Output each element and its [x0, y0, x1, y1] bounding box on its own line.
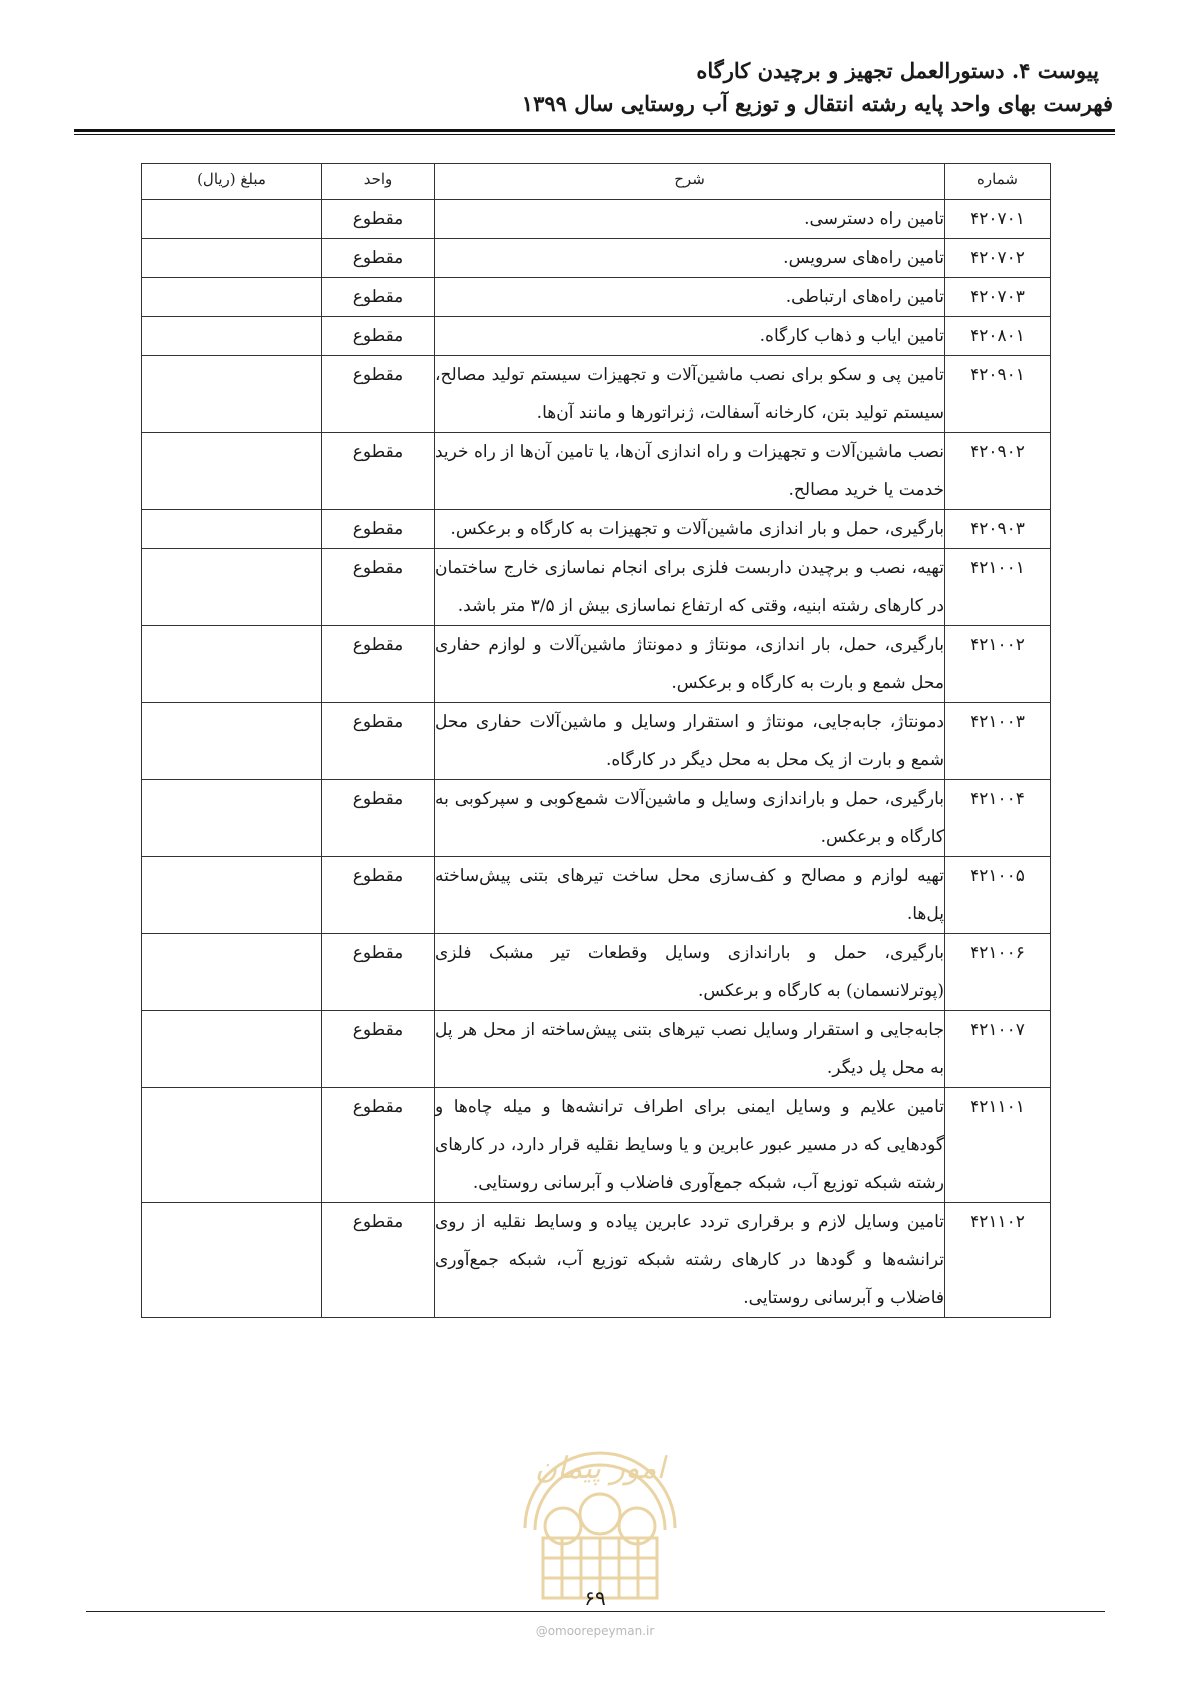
table-body	[142, 200, 1051, 1318]
column-header-amount: مبلغ (ریال)	[142, 164, 322, 200]
item-description: تامین راه دسترسی.	[435, 200, 945, 239]
item-amount	[142, 626, 322, 703]
item-amount	[142, 278, 322, 317]
item-amount	[142, 356, 322, 433]
item-unit: مقطوع	[322, 200, 435, 239]
item-description: جابه‌جایی و استقرار وسایل نصب تیرهای بتنی پیش‌ساخته از محل هر پل به محل پل دیگر.	[435, 1011, 945, 1088]
item-number: ۴۲۰۷۰۲	[945, 239, 1051, 278]
item-amount	[142, 200, 322, 239]
item-number: ۴۲۱۰۰۷	[945, 1011, 1051, 1088]
watermark-text: امور پیمان	[535, 1451, 665, 1486]
table-row	[142, 934, 1051, 1011]
item-unit: مقطوع	[322, 857, 435, 934]
page-number: ۶۹	[584, 1586, 606, 1610]
table-row	[142, 857, 1051, 934]
table-row	[142, 780, 1051, 857]
item-unit: مقطوع	[322, 278, 435, 317]
item-number: ۴۲۱۰۰۴	[945, 780, 1051, 857]
item-amount	[142, 780, 322, 857]
item-amount	[142, 433, 322, 510]
item-amount	[142, 1203, 322, 1318]
table-row	[142, 1203, 1051, 1318]
item-description: بارگیری، حمل و باراندازی وسایل و ماشین‌آلات شمع‌کوبی و سپرکوبی به کارگاه و برعکس.	[435, 780, 945, 857]
item-amount	[142, 317, 322, 356]
item-amount	[142, 1088, 322, 1203]
item-description: بارگیری، حمل و باراندازی وسایل وقطعات تیر مشبک فلزی (پوترلانسمان) به کارگاه و برعکس.	[435, 934, 945, 1011]
item-description: نصب ماشین‌آلات و تجهیزات و راه اندازی آن‌ها، یا تامین آن‌ها از راه خرید خدمت یا خرید مصالح.	[435, 433, 945, 510]
table-row	[142, 1011, 1051, 1088]
item-description: تهیه، نصب و برچیدن داربست فلزی برای انجام نماسازی خارج ساختمان در کارهای رشته ابنیه، وقتی که ارتفاع نماسازی بیش از ۳/۵ متر باشد.	[435, 549, 945, 626]
item-description: دمونتاژ، جابه‌جایی، مونتاژ و استقرار وسایل و ماشین‌آلات حفاری محل شمع و بارت از یک محل به محل دیگر در کارگاه.	[435, 703, 945, 780]
item-description: تامین وسایل لازم و برقراری تردد عابرین پیاده و وسایط نقلیه از روی ترانشه‌ها و گودها در کارهای رشته شبکه توزیع آب، شبکه جمع‌آوری فاضلاب و آبرسانی روستایی.	[435, 1203, 945, 1318]
item-unit: مقطوع	[322, 1203, 435, 1318]
item-number: ۴۲۱۰۰۲	[945, 626, 1051, 703]
column-header-description: شرح	[435, 164, 945, 200]
item-number: ۴۲۰۹۰۲	[945, 433, 1051, 510]
item-number: ۴۲۰۷۰۱	[945, 200, 1051, 239]
table-row	[142, 549, 1051, 626]
item-unit: مقطوع	[322, 1011, 435, 1088]
price-list-title: فهرست بهای واحد پایه رشته انتقال و توزیع آب روستایی سال ۱۳۹۹	[521, 91, 1113, 116]
item-unit: مقطوع	[322, 433, 435, 510]
item-number: ۴۲۱۱۰۱	[945, 1088, 1051, 1203]
table-row	[142, 278, 1051, 317]
table-row	[142, 510, 1051, 549]
item-description: تامین راه‌های ارتباطی.	[435, 278, 945, 317]
website-url: @omoorepeyman.ir	[535, 1624, 655, 1638]
table-row	[142, 356, 1051, 433]
item-unit: مقطوع	[322, 934, 435, 1011]
item-amount	[142, 239, 322, 278]
item-amount	[142, 857, 322, 934]
item-unit: مقطوع	[322, 626, 435, 703]
table-header-row	[142, 164, 1051, 200]
item-number: ۴۲۱۰۰۳	[945, 703, 1051, 780]
item-number: ۴۲۰۷۰۳	[945, 278, 1051, 317]
item-unit: مقطوع	[322, 356, 435, 433]
table-row	[142, 626, 1051, 703]
column-header-number: شماره	[945, 164, 1051, 200]
item-amount	[142, 703, 322, 780]
item-amount	[142, 549, 322, 626]
appendix-title: پیوست ۴. دستورالعمل تجهیز و برچیدن کارگاه	[696, 58, 1099, 83]
table-row	[142, 200, 1051, 239]
item-description: بارگیری، حمل، بار اندازی، مونتاژ و دمونتاژ ماشین‌آلات و لوازم حفاری محل شمع و بارت به کارگاه و برعکس.	[435, 626, 945, 703]
item-unit: مقطوع	[322, 239, 435, 278]
table-row	[142, 433, 1051, 510]
price-items-table	[141, 163, 1051, 1318]
footer-rule	[86, 1611, 1105, 1612]
item-description: تهیه لوازم و مصالح و کف‌سازی محل ساخت تیرهای بتنی پیش‌ساخته پل‌ها.	[435, 857, 945, 934]
item-unit: مقطوع	[322, 510, 435, 549]
item-description: تامین پی و سکو برای نصب ماشین‌آلات و تجهیزات سیستم تولید مصالح، سیستم تولید بتن، کارخانه آسفالت، ژنراتورها و مانند آن‌ها.	[435, 356, 945, 433]
item-unit: مقطوع	[322, 1088, 435, 1203]
item-description: بارگیری، حمل و بار اندازی ماشین‌آلات و تجهیزات به کارگاه و برعکس.	[435, 510, 945, 549]
item-number: ۴۲۰۹۰۳	[945, 510, 1051, 549]
item-number: ۴۲۰۸۰۱	[945, 317, 1051, 356]
item-description: تامین راه‌های سرویس.	[435, 239, 945, 278]
header-rule-thick	[74, 129, 1115, 132]
item-unit: مقطوع	[322, 549, 435, 626]
item-amount	[142, 934, 322, 1011]
item-amount	[142, 510, 322, 549]
item-unit: مقطوع	[322, 703, 435, 780]
item-number: ۴۲۱۰۰۵	[945, 857, 1051, 934]
item-description: تامین ایاب و ذهاب کارگاه.	[435, 317, 945, 356]
header-rule-thin	[74, 134, 1115, 135]
table-row	[142, 239, 1051, 278]
item-unit: مقطوع	[322, 317, 435, 356]
table-row	[142, 1088, 1051, 1203]
column-header-unit: واحد	[322, 164, 435, 200]
item-number: ۴۲۱۰۰۶	[945, 934, 1051, 1011]
item-number: ۴۲۱۰۰۱	[945, 549, 1051, 626]
item-number: ۴۲۱۱۰۲	[945, 1203, 1051, 1318]
item-unit: مقطوع	[322, 780, 435, 857]
table-row	[142, 317, 1051, 356]
item-number: ۴۲۰۹۰۱	[945, 356, 1051, 433]
item-description: تامین علایم و وسایل ایمنی برای اطراف ترانشه‌ها و میله چاه‌ها و گودهایی که در مسیر عبور عابرین و یا وسایط نقلیه قرار دارد، در کارهای رشته شبکه توزیع آب، شبکه جمع‌آوری فاضلاب و آبرسانی روستایی.	[435, 1088, 945, 1203]
table-row	[142, 703, 1051, 780]
page-header	[73, 56, 1113, 120]
item-amount	[142, 1011, 322, 1088]
